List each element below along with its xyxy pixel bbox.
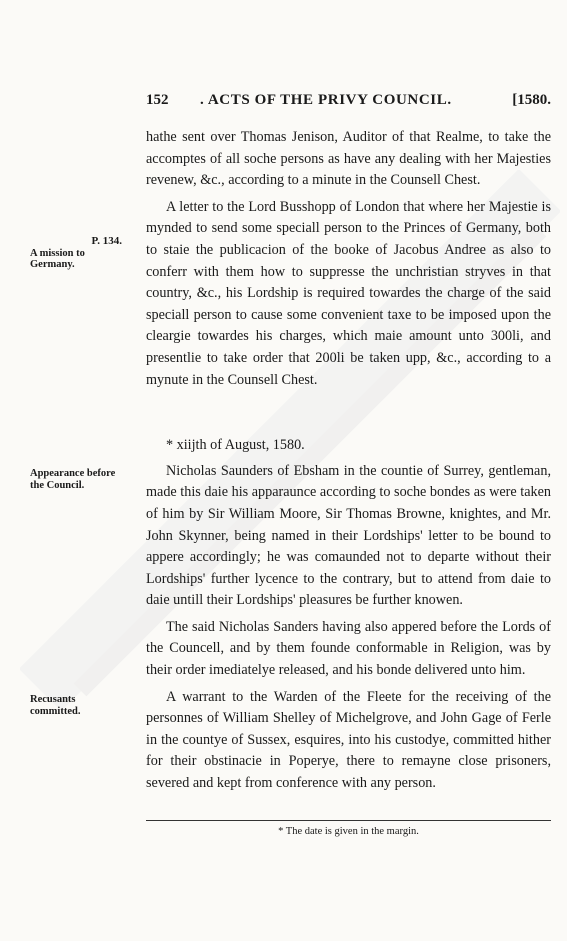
paragraph-continuation: hathe sent over Thomas Jenison, Auditor of that Realme, to take the accomptes of all soche persons as have any dealing with her Majesties revenew, &c., according to a minute in the Counsell Chest. — [146, 129, 551, 189]
paragraph-warrant: A warrant to the Warden of the Fleete for the receiving of the personnes of William Shelley of Michelgrove, and John Gage of Ferle in the countye of Sussex, esquires, into his custodye, committed hither for their obstinacie in Poperye, there to remayne close prisoners, severed and kept from conference with any person. — [146, 688, 551, 792]
date-heading: * xiijth of August, 1580. — [166, 437, 305, 454]
margin-note-mission — [30, 236, 122, 271]
footnote-rule — [146, 820, 551, 821]
running-title: . ACTS OF THE PRIVY COUNCIL. — [200, 92, 452, 108]
footnote: * The date is given in the margin. — [278, 826, 419, 837]
margin-note-mission-text: A mission to Germany. — [30, 247, 85, 271]
running-header — [146, 92, 551, 116]
paragraph-release: The said Nicholas Sanders having also appered before the Lords of the Councell, and by them founde conformable in Religion, was by their order imediatelye released, and his bonde delivered unto him. — [146, 618, 551, 679]
paragraph-mission: A letter to the Lord Busshopp of London that where her Majestie is mynded to send some speciall person to the Princes of Germany, both to staie the publicacion of the booke of Jacobus Andree as also to conferr with them how to suppresse the unchristian stryves in that country, &c., his Lordship is required towardes the charge of the said speciall person to cause some convenient taxe to be imposed upon the cleargie towardes his charges, which maie amount unto 300li, and presentlie to take order that 200li be taken upp, &c., according to a mynute in the Counsell Chest. — [146, 198, 551, 388]
page-reference: P. 134. — [91, 235, 122, 247]
header-year: [1580. — [512, 92, 551, 108]
paragraph-appearance: Nicholas Saunders of Ebsham in the countie of Surrey, gentleman, made this daie his apparaunce according to soche bondes as were taken of him by Sir William Moore, Sir Thomas Browne, knightes, and Mr. John Skynner, being named in their Lordships' letter to be bound to appere accordingly; he was comaunded not to departe without their Lordships' further lycence to the contrary, but to attend from daie to daie untill their Lordships' pleasures be further knowen. — [146, 462, 551, 609]
margin-note-appearance: Appearance before the Council. — [30, 468, 116, 491]
page-number: 152 — [146, 92, 169, 108]
main-text — [146, 127, 551, 795]
margin-note-recusants: Recusants committed. — [30, 694, 81, 717]
